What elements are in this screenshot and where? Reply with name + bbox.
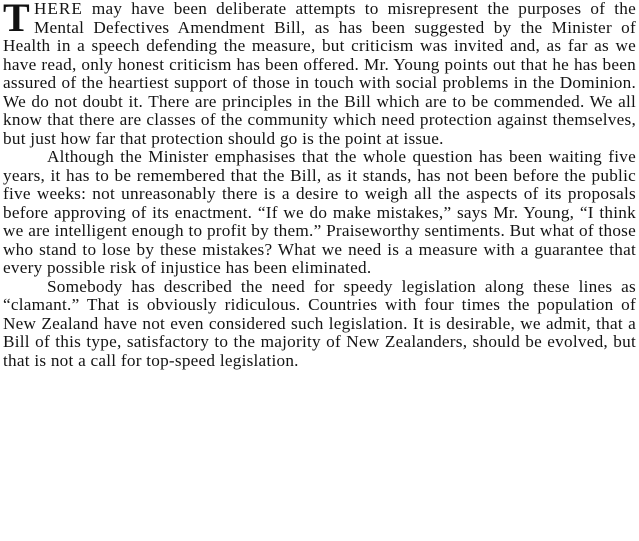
lead-in-word: HERE	[33, 0, 83, 18]
drop-cap-letter: T	[3, 0, 30, 40]
paragraph-2: Although the Minister emphasises that the whole question has been waiting five years, it has to be remembered that the Bill, as it stands, has not been before the public five weeks: not unreasonably there is a desire to weigh all the aspects of its proposals before approving of its enactment. “If we do make mistakes,” says Mr. Young, “I think we are intelligent enough to profit by them.” Praiseworthy sentiments. But what of those who stand to lose by these mistakes? What we need is a measure with a guarantee that every possible risk of injustice has been eliminated.	[3, 147, 636, 277]
paragraph-3: Somebody has described the need for speedy legislation along these lines as “clamant.” That is obviously ridiculous. Countries with four times the population of New Zealand have not even considered such legislation. It is desirable, we admit, that a Bill of this type, satisfactory to the majority of New Zealanders, should be evolved, but that is not a call for top-speed legislation.	[3, 276, 636, 370]
paragraph-1-text: may have been deliberate attempts to misrepresent the purposes of the Mental Defectives Amendment Bill, as has been suggested by the Minister of Health in a speech defending the measure, but criticism was invited and, as far as we have read, only honest criticism has been offered. Mr. Young points out that he has been assured of the heartiest support of those in touch with social problems in the Dominion. We do not doubt it. There are principles in the Bill which are to be commended. We all know that there are classes of the community which need protection against themselves, but just how far that protection should go is the point at issue.	[3, 0, 636, 148]
paragraph-1	[3, 0, 636, 148]
